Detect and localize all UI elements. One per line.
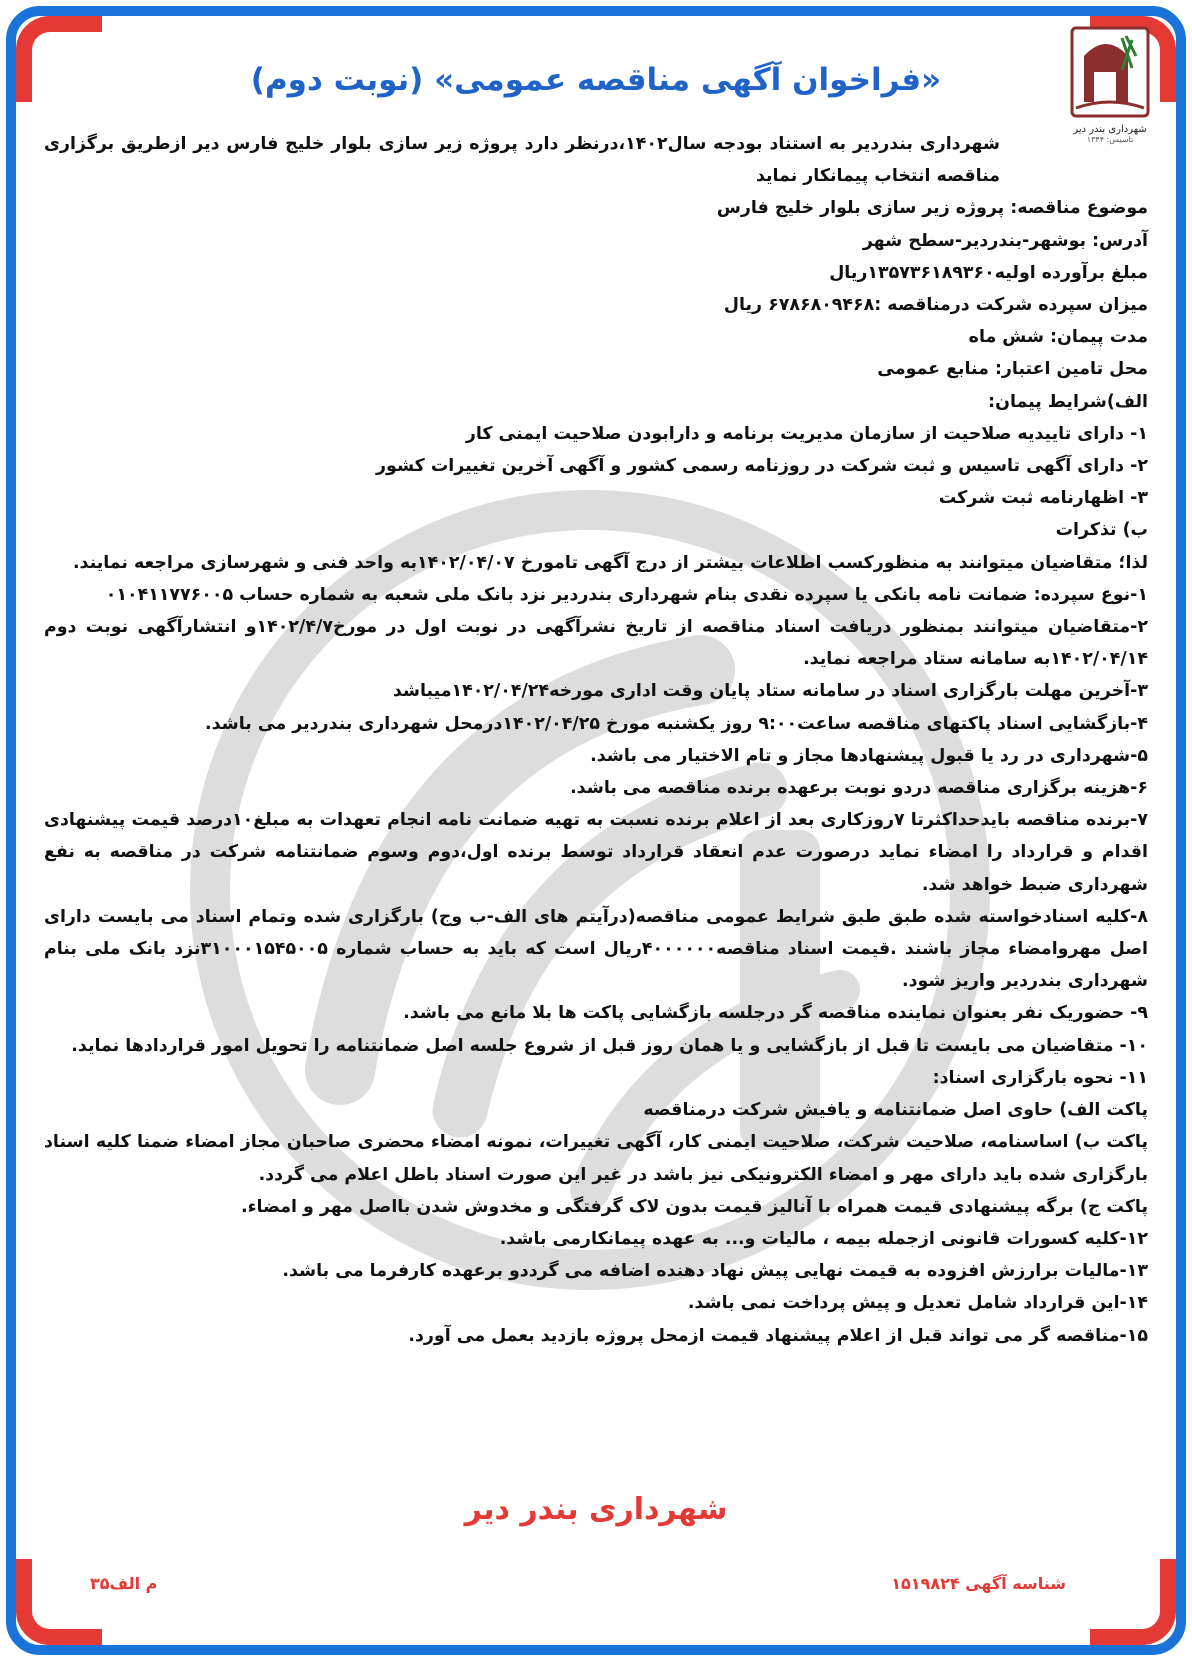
note-item: ۹- حضوریک نفر بعنوان نماینده مناقصه گر درجلسه بازگشایی پاکت ها بلا مانع می باشد. [403, 1003, 1148, 1024]
intro-paragraph: شهرداری بندردیر به استناد بودجه سال۱۴۰۲،درنظر دارد پروژه زیر سازی بلوار خلیج فارس دیر ازطریق برگزاری مناقصه انتخاب پیمانکار نماید [44, 134, 1000, 187]
condition-item: ۲- دارای آگهی تاسیس و ثبت شرکت در روزنامه رسمی کشور و آگهی آخرین تغییرات کشور [376, 456, 1148, 477]
note-item: ۴-بازگشایی اسناد پاکتهای مناقصه ساعت۹:۰۰ روز یکشنبه مورخ ۱۴۰۲/۰۴/۲۵درمحل شهرداری بندردیر می باشد. [205, 713, 1148, 734]
note-item: ۷-برنده مناقصه بایدحداکثرتا ۷روزکاری بعد از اعلام برنده نسبت به تهیه ضمانت نامه انجام تعهدات به مبلغ۱۰درصد قیمت پیشنهادی اقدام و قرارداد را امضاء نماید درصورت عدم انعقاد قرارداد توسط برنده اول،دوم وسوم ضمانتنامه شرکت در مناقصه به نفع شهرداری ضبط خواهد شد. [44, 810, 1148, 895]
field-subject: موضوع مناقصه: پروژه زیر سازی بلوار خلیج فارس [716, 198, 1148, 219]
frame-corner-bottom-left [16, 1559, 102, 1645]
page-reference: م الف۳۵ [90, 1574, 158, 1593]
note-item: ۵-شهرداری در رد یا قبول پیشنهادها مجاز و تام الاختیار می باشد. [590, 745, 1148, 766]
note-item: پاکت الف) حاوی اصل ضمانتنامه و یافیش شرکت درمناقصه [643, 1100, 1148, 1121]
ad-id: شناسه آگهی ۱۵۱۹۸۲۴ [891, 1574, 1066, 1593]
field-address: آدرس: بوشهر-بندردیر-سطح شهر [862, 230, 1148, 251]
page-title: «فراخوان آگهی مناقصه عمومی» (نوبت دوم) [250, 62, 942, 98]
note-item: ۱۴-این قرارداد شامل تعدیل و پیش پرداخت نمی باشد. [687, 1293, 1148, 1314]
note-item: ۶-هزینه برگزاری مناقصه دردو نوبت برعهده برنده مناقصه می باشد. [570, 778, 1148, 799]
note-item: ۱۵-مناقصه گر می تواند قبل از اعلام پیشنهاد قیمت ازمحل پروژه بازدید بعمل می آورد. [408, 1325, 1148, 1346]
logo-caption: شهرداری بندر دیر [1073, 124, 1147, 135]
frame-corner-bottom-right [1090, 1559, 1176, 1645]
notes-heading: ب) تذکرات [1055, 520, 1148, 541]
note-item: ۱۳-مالیات برارزش افزوده به قیمت نهایی پیش نهاد دهنده اضافه می گرددو برعهده کارفرما می باشد. [282, 1261, 1148, 1282]
note-item: ۱-نوع سپرده: ضمانت نامه بانکی یا سپرده نقدی بنام شهرداری بندردیر نزد بانک ملی شعبه به شماره حساب ۰۱۰۴۱۱۷۷۶۰۰۵ [105, 584, 1148, 605]
note-item: پاکت ج) برگه پیشنهادی قیمت همراه با آنالیز قیمت بدون لاک گرفتگی و مخدوش شدن بااصل مهر و امضاء. [241, 1196, 1148, 1217]
note-item: ۸-کلیه اسنادخواسته شده طبق طبق شرایط عمومی مناقصه(درآیتم های الف-ب وج) بارگزاری شده وتمام اسناد می بایست دارای اصل مهروامضاء مجاز باشند .قیمت اسناد مناقصه۴۰۰۰۰۰۰ریال است که باید به حساب شماره ۳۱۰۰۰۱۵۴۵۰۰۵نزد بانک ملی بنام شهرداری بندردیر واریز شود. [44, 906, 1148, 992]
note-item: ۳-آخرین مهلت بارگزاری اسناد در سامانه ستاد پایان وقت اداری مورخه۱۴۰۲/۰۴/۲۴میباشد [392, 681, 1148, 702]
note-item: ۱۱- نحوه بارگزاری اسناد: [932, 1067, 1148, 1088]
note-item: پاکت ب) اساسنامه، صلاحیت شرکت، صلاحیت ایمنی کار، آگهی تغییرات، نمونه امضاء محضری صاحبان مجاز امضاء ضمنا کلیه اسناد بارگزاری شده باید دارای مهر و امضاء الکترونیکی نیز باشد در غیر این صورت اسناد باطل اعلام می گردد. [44, 1132, 1148, 1185]
conditions-heading: الف)شرایط پیمان: [988, 391, 1148, 412]
announcement-body [44, 128, 1148, 1352]
field-deposit: میزان سپرده شرکت درمناقصه :۶۷۸۶۸۰۹۴۶۸ ریال [723, 295, 1148, 316]
note-item: ۲-متقاضیان میتوانند بمنظور دریافت اسناد مناقصه از تاریخ نشرآگهی در نوبت اول در مورخ۱۴۰۲/۴/۷و انتشارآگهی نوبت دوم ۱۴۰۲/۰۴/۱۴به سامانه ستاد مراجعه نماید. [44, 617, 1148, 670]
note-item: ۱۲-کلیه کسورات قانونی ازجمله بیمه ، مالیات و... به عهده پیمانکارمی باشد. [499, 1228, 1148, 1249]
signature: شهرداری بندر دیر [464, 1492, 728, 1527]
frame-corner-top-left [16, 16, 102, 102]
logo-subcaption: تاسیس: ۱۳۴۴ [1086, 135, 1134, 144]
field-duration: مدت پیمان: شش ماه [968, 327, 1148, 348]
note-item: ۱۰- متقاضیان می بایست تا قبل از بازگشایی و یا همان روز قبل از شروع جلسه اصل ضمانتنامه را تحویل امور قراردادها نماید. [71, 1035, 1148, 1056]
condition-item: ۳- اظهارنامه ثبت شرکت [938, 488, 1148, 509]
condition-item: ۱- دارای تاییدیه صلاحیت از سازمان مدیریت برنامه و دارابودن صلاحیت ایمنی کار [465, 423, 1148, 444]
logo-emblem-icon [1070, 26, 1150, 118]
notes-intro: لذا؛ متقاضیان میتوانند به منظورکسب اطلاعات بیشتر از درج آگهی تامورخ ۱۴۰۲/۰۴/۰۷به واحد فنی و شهرسازی مراجعه نمایند. [72, 552, 1148, 573]
field-funding: محل تامین اعتبار: منابع عمومی [877, 359, 1148, 380]
field-estimate: مبلغ برآورده اولیه۱۳۵۷۳۶۱۸۹۳۶۰ریال [829, 262, 1148, 283]
